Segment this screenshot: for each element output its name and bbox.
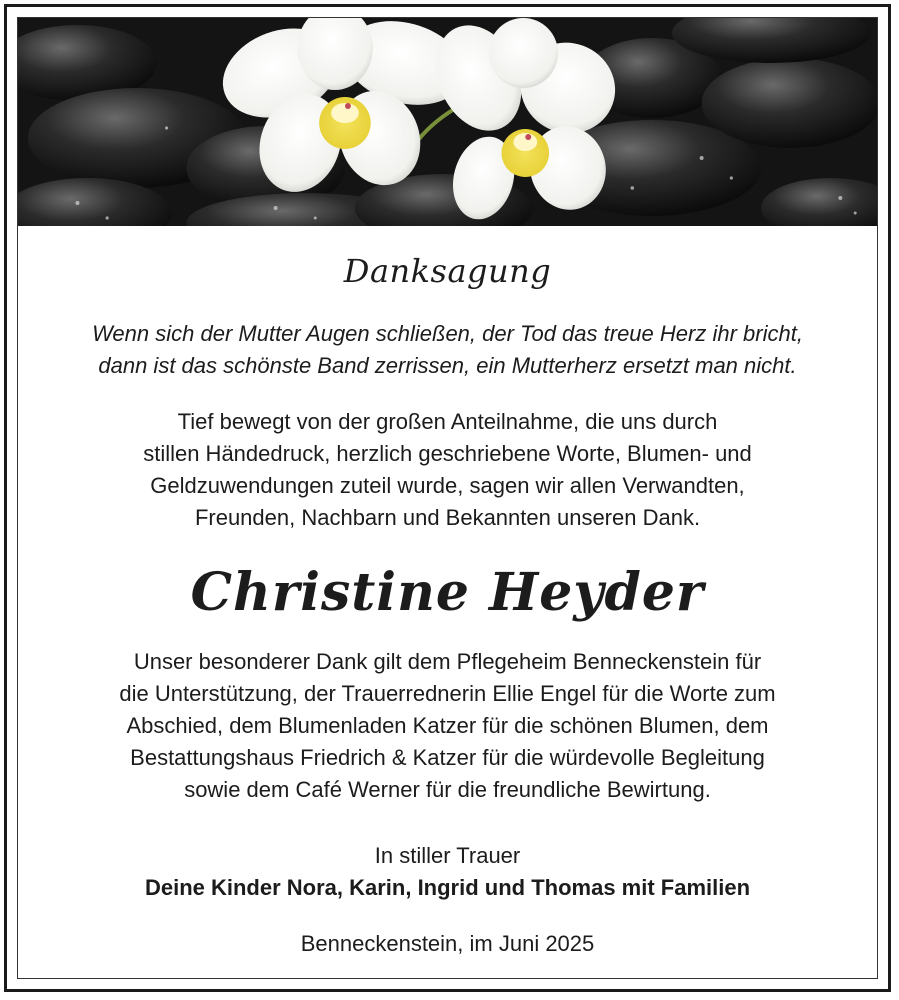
obituary-inner-border: [17, 17, 878, 979]
family-signature: Deine Kinder Nora, Karin, Ingrid und Thomas mit Familien: [144, 875, 751, 900]
special-thanks-line: Unser besonderer Dank gilt dem Pflegeheim Benneckenstein für: [133, 649, 762, 674]
deceased-name: Christine Heyder: [190, 562, 705, 623]
place-date: Benneckenstein, im Juni 2025: [300, 931, 595, 956]
mourning-line: In stiller Trauer: [374, 843, 521, 868]
special-thanks-line: Abschied, dem Blumenladen Katzer für die schönen Blumen, dem: [126, 713, 769, 738]
thanks-paragraph: [18, 406, 877, 534]
special-thanks-line: die Unterstützung, der Trauerrednerin Ellie Engel für die Worte zum: [119, 681, 776, 706]
orchid-on-black-stones-photo: [18, 18, 877, 226]
thanks-line: Tief bewegt von der großen Anteilnahme, die uns durch: [177, 409, 718, 434]
poem: [18, 318, 877, 382]
special-thanks-line: Bestattungshaus Friedrich & Katzer für die würdevolle Begleitung: [130, 745, 765, 770]
special-thanks-line: sowie dem Café Werner für die freundliche Bewirtung.: [184, 777, 711, 802]
thanks-line: Geldzuwendungen zuteil wurde, sagen wir allen Verwandten,: [150, 473, 745, 498]
thanks-line: Freunden, Nachbarn und Bekannten unseren Dank.: [194, 505, 701, 530]
special-thanks-paragraph: [18, 646, 877, 806]
orchid-photo: [18, 18, 877, 226]
heading: Danksagung: [343, 252, 552, 290]
thanks-line: stillen Händedruck, herzlich geschriebene Worte, Blumen- und: [143, 441, 752, 466]
poem-line: Wenn sich der Mutter Augen schließen, der Tod das treue Herz ihr bricht,: [92, 321, 803, 346]
obituary-frame: [4, 4, 891, 992]
closing: [18, 840, 877, 904]
poem-line: dann ist das schönste Band zerrissen, ein Mutterherz ersetzt man nicht.: [98, 353, 797, 378]
obituary-text: [18, 226, 877, 978]
